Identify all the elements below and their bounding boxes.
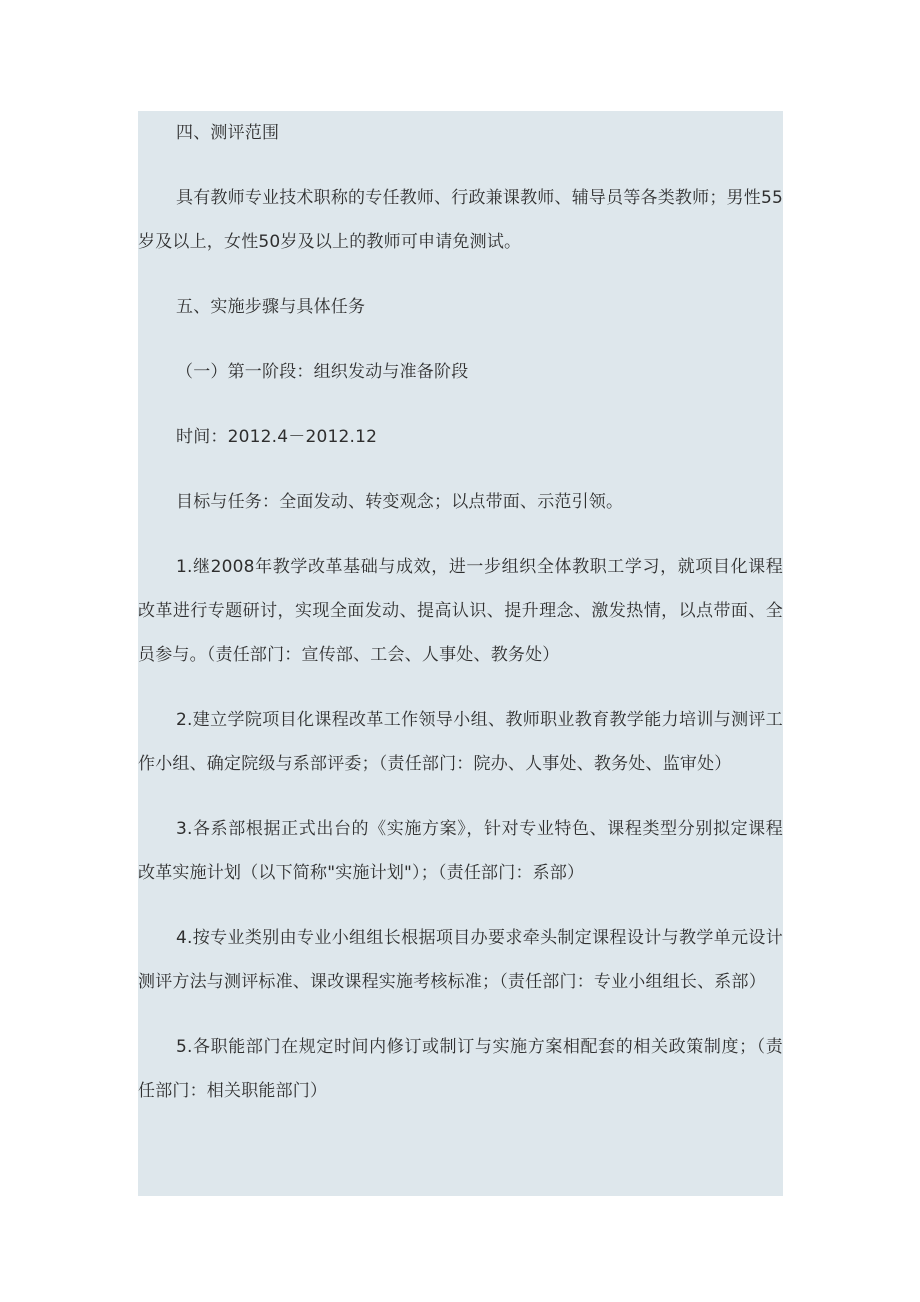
- task-item-1: 1.继2008年教学改革基础与成效，进一步组织全体教职工学习，就项目化课程改革进行专题研讨，实现全面发动、提高认识、提升理念、激发热情，以点带面、全员参与。（责任部门：宣传部、工会、人事处、教务处）: [138, 557, 783, 665]
- scope-paragraph: 具有教师专业技术职称的专任教师、行政兼课教师、辅导员等各类教师；男性55岁及以上，女性50岁及以上的教师可申请免测试。: [138, 188, 783, 252]
- document-panel: [138, 111, 783, 1196]
- stage-heading-1: （一）第一阶段：组织发动与准备阶段: [176, 362, 469, 382]
- task-item-5: 5.各职能部门在规定时间内修订或制订与实施方案相配套的相关政策制度；（责任部门：相关职能部门）: [138, 1037, 783, 1101]
- section-heading-scope: 四、测评范围: [176, 123, 280, 143]
- stage-time: 时间：2012.4－2012.12: [176, 427, 378, 447]
- section-heading-steps: 五、实施步骤与具体任务: [176, 297, 366, 317]
- stage-goals: 目标与任务：全面发动、转变观念；以点带面、示范引领。: [176, 492, 624, 512]
- task-item-4: 4.按专业类别由专业小组组长根据项目办要求牵头制定课程设计与教学单元设计测评方法与测评标准、课改课程实施考核标准；（责任部门：专业小组组长、系部）: [138, 928, 783, 992]
- task-item-2: 2.建立学院项目化课程改革工作领导小组、教师职业教育教学能力培训与测评工作小组、确定院级与系部评委；（责任部门：院办、人事处、教务处、监审处）: [138, 710, 783, 774]
- task-item-3: 3.各系部根据正式出台的《实施方案》，针对专业特色、课程类型分别拟定课程改革实施计划（以下简称"实施计划"）；（责任部门：系部）: [138, 819, 783, 883]
